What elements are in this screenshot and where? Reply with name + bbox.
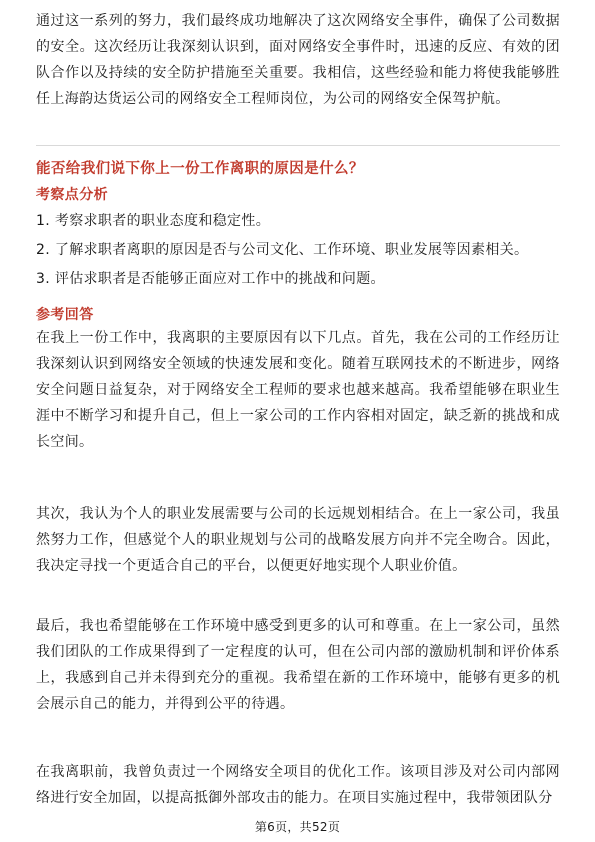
analysis-item-2: 2. 了解求职者离职的原因是否与公司文化、工作环境、职业发展等因素相关。 [36,242,529,258]
answer-paragraph-4: 在我离职前，我曾负责过一个网络安全项目的优化工作。该项目涉及对公司内部网络进行安全加固，以提高抵御外部攻击的能力。在项目实施过程中，我带领团队分 [36,764,560,806]
section-divider [36,145,560,146]
analysis-item-3: 3. 评估求职者是否能够正面应对工作中的挑战和问题。 [36,271,385,287]
analysis-item-1: 1. 考察求职者的职业态度和稳定性。 [36,213,271,229]
intro-paragraph: 通过这一系列的努力，我们最终成功地解决了这次网络安全事件，确保了公司数据的安全。这次经历让我深刻认识到，面对网络安全事件时，迅速的反应、有效的团队合作以及持续的安全防护措施至关重要。我相信，这些经验和能力将使我能够胜任上海韵达货运公司的网络安全工程师岗位，为公司的网络安全保驾护航。 [36,13,560,107]
interview-question: 能否给我们说下你上一份工作离职的原因是什么？ [36,161,364,177]
answer-heading: 参考回答 [36,307,94,323]
answer-paragraph-2: 其次，我认为个人的职业发展需要与公司的长远规划相结合。在上一家公司，我虽然努力工作，但感觉个人的职业规划与公司的战略发展方向并不完全吻合。因此，我决定寻找一个更适合自己的平台，以便更好地实现个人职业价值。 [36,506,560,574]
answer-paragraph-1: 在我上一份工作中，我离职的主要原因有以下几点。首先，我在公司的工作经历让我深刻认识到网络安全领域的快速发展和变化。随着互联网技术的不断进步，网络安全问题日益复杂，对于网络安全工程师的要求也越来越高。我希望能够在职业生涯中不断学习和提升自己，但上一家公司的工作内容相对固定，缺乏新的挑战和成长空间。 [36,330,560,450]
answer-paragraph-3: 最后，我也希望能够在工作环境中感受到更多的认可和尊重。在上一家公司，虽然我们团队的工作成果得到了一定程度的认可，但在公司内部的激励机制和评价体系上，我感到自己并未得到充分的重视。我希望在新的工作环境中，能够有更多的机会展示自己的能力，并得到公平的待遇。 [36,618,560,712]
analysis-heading: 考察点分析 [36,187,108,203]
page-number-footer: 第6页，共52页 [254,820,341,834]
